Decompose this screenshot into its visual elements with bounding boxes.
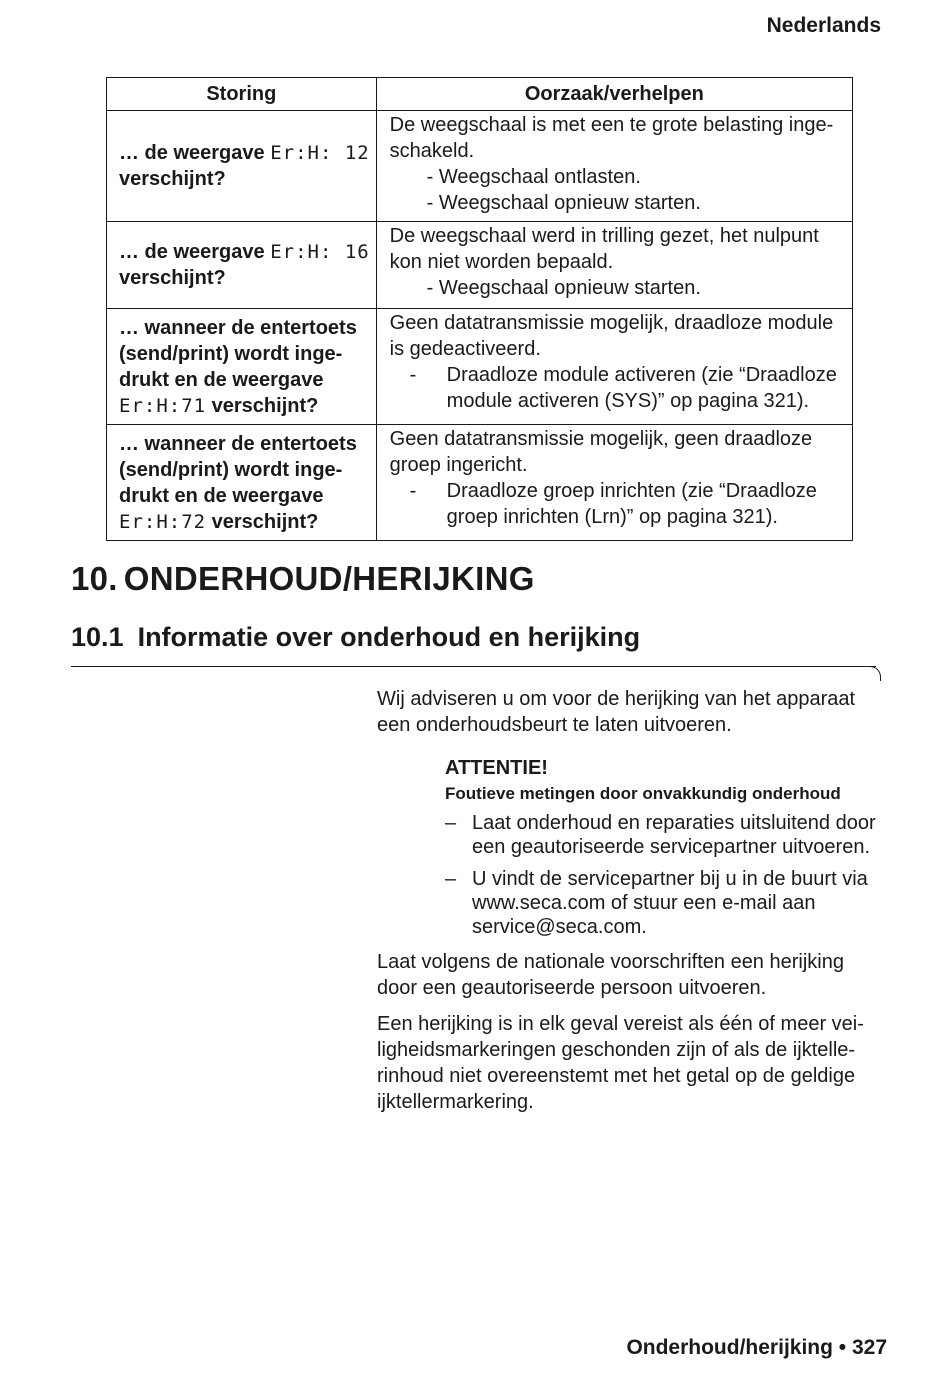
display-code: Er:H:72 [119, 510, 207, 533]
table-header-row [107, 78, 853, 111]
fault-condition: … wanneer de entertoets (send/print) wordt inge-drukt en de weergave Er:H:72 verschijnt? [107, 425, 377, 541]
table-row [107, 111, 853, 222]
list-item: – U vindt de servicepartner bij u in de buurt via www.seca.com of stuur een e-mail aan service@seca.com. [445, 868, 868, 938]
remedy-step: - Weegschaal opnieuw starten. [426, 277, 701, 299]
paragraph: Laat volgens de nationale voorschriften een herijking door een geautoriseerde persoon uitvoeren. [377, 951, 844, 999]
table-row [107, 425, 853, 541]
section-heading: 10.1 Informatie over onderhoud en herijking [71, 622, 641, 652]
fault-table [106, 77, 853, 541]
fault-condition: … de weergave Er:H: 16 verschijnt? [107, 222, 377, 309]
table-row [107, 222, 853, 309]
fault-condition: … de weergave Er:H: 12 verschijnt? [107, 111, 377, 222]
remedy-step: - Draadloze module activeren (zie “Draadloze module activeren (SYS)” op pagina 321). [409, 364, 837, 412]
page-language-label: Nederlands [766, 14, 881, 37]
fault-condition: … wanneer de entertoets (send/print) wordt inge-drukt en de weergave Er:H:71 verschijnt? [107, 309, 377, 425]
list-item: – Laat onderhoud en reparaties uitsluitend door een geautoriseerde servicepartner uitvoeren. [445, 812, 876, 858]
display-code: Er:H:71 [119, 394, 207, 417]
page-footer: Onderhoud/herijking • 327 [626, 1336, 887, 1359]
display-code: Er:H: 12 [270, 142, 370, 164]
remedy-step: - Weegschaal ontlasten. [426, 166, 641, 188]
key-name: send/print [125, 342, 223, 365]
fault-cause: Geen datatransmissie mogelijk, draadloze module is gedeactiveerd. - Draadloze module activeren (zie “Draadloze module activeren (SYS)” op pagina 321). [376, 309, 852, 425]
fault-cause: De weegschaal werd in trilling gezet, het nulpunt kon niet worden bepaald. - Weegschaal opnieuw starten. [376, 222, 852, 309]
fault-cause: Geen datatransmissie mogelijk, geen draadloze groep ingericht. - Draadloze groep inrichten (zie “Draadloze groep inrichten (Lrn)” op pagina 321). [376, 425, 852, 541]
attention-notice [445, 754, 887, 939]
attention-subtitle: Foutieve metingen door onvakkundig onderhoud [445, 784, 841, 803]
chapter-heading: 10. ONDERHOUD/HERIJKING [71, 560, 535, 597]
attention-title: ATTENTIE! [445, 757, 548, 779]
section-divider-hook [870, 666, 881, 681]
fault-cause: De weegschaal is met een te grote belasting inge-schakeld. - Weegschaal ontlasten. - Weegschaal opnieuw starten. [376, 111, 852, 222]
body-text [377, 686, 887, 1115]
remedy-step: - Weegschaal opnieuw starten. [426, 192, 701, 214]
remedy-step: - Draadloze groep inrichten (zie “Draadloze groep inrichten (Lrn)” op pagina 321). [409, 480, 817, 528]
display-code: Er:H: 16 [270, 241, 370, 263]
table-row [107, 309, 853, 425]
column-header-cause: Oorzaak/verhelpen [376, 78, 852, 111]
column-header-fault: Storing [107, 78, 377, 111]
section-divider [71, 666, 876, 667]
paragraph: Een herijking is in elk geval vereist als één of meer vei-ligheidsmarkeringen geschonden zijn of als de ijktelle-rinhoud niet overeenstemt met het getal op de geldige ijktellermarkering. [377, 1013, 864, 1113]
intro-paragraph: Wij adviseren u om voor de herijking van het apparaat een onderhoudsbeurt te laten uitvoeren. [377, 688, 856, 736]
key-name: send/print [125, 458, 223, 481]
